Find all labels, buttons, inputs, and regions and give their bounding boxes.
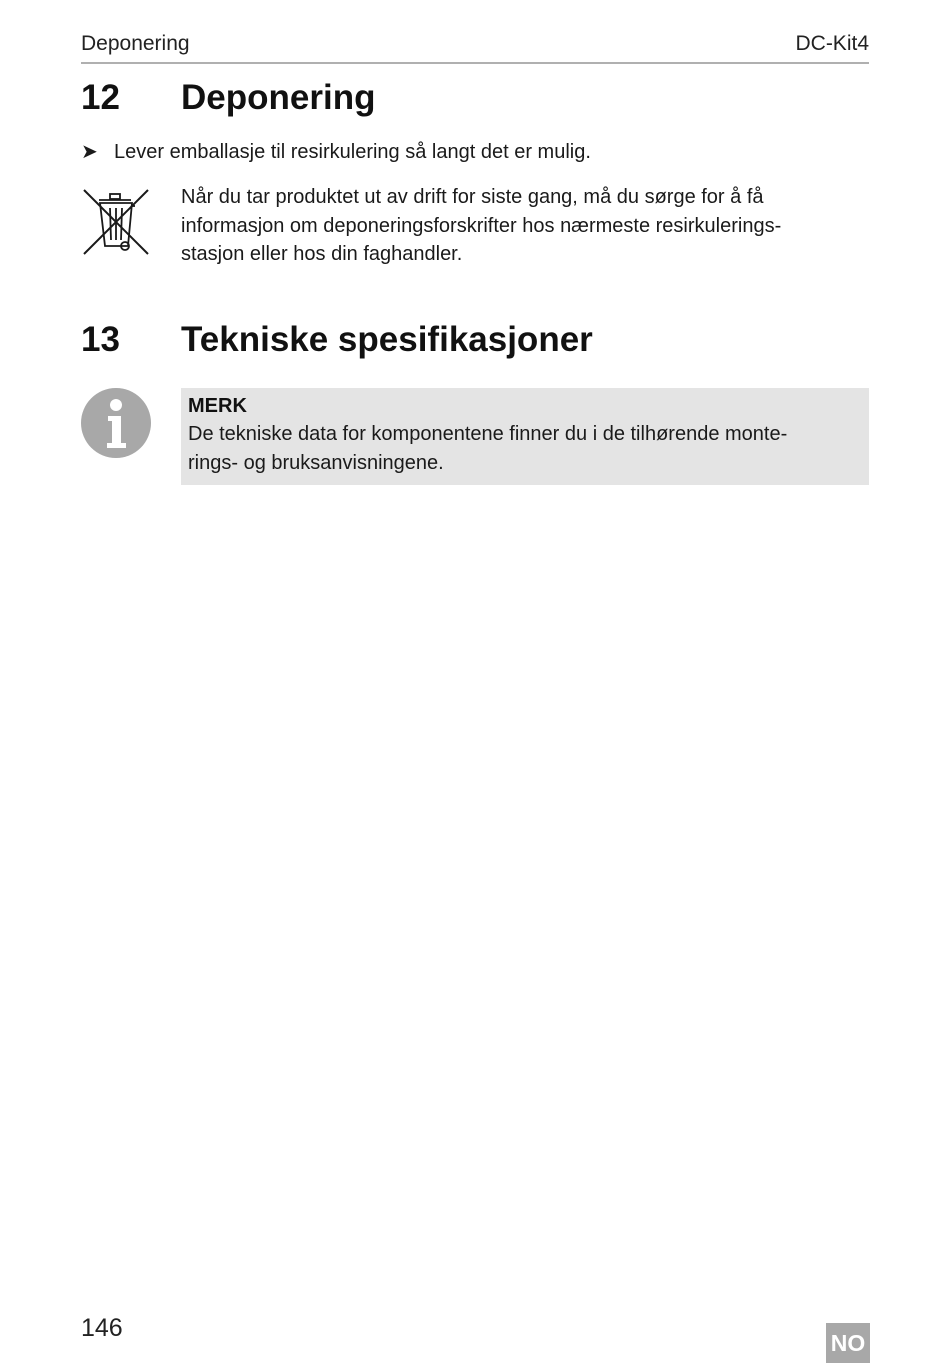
disposal-paragraph xyxy=(181,183,869,269)
page-number: 146 xyxy=(81,1314,123,1342)
note-line: De tekniske data for komponentene finner du i de tilhørende monte- xyxy=(188,423,788,445)
paragraph-line: stasjon eller hos din faghandler. xyxy=(181,243,463,265)
header-product-name: DC-Kit4 xyxy=(795,32,869,55)
paragraph-line: Når du tar produktet ut av drift for siste gang, må du sørge for å få xyxy=(181,186,764,208)
section-title: Tekniske spesifikasjoner xyxy=(181,320,593,359)
paragraph-line: informasjon om deponeringsforskrifter hos nærmeste resirkulerings- xyxy=(181,214,782,237)
note-box xyxy=(181,388,869,485)
section-number: 13 xyxy=(81,320,120,359)
section-13-heading xyxy=(81,320,869,364)
section-title: Deponering xyxy=(181,78,376,117)
note-body xyxy=(188,420,858,477)
info-icon xyxy=(80,387,152,459)
header-section-name: Deponering xyxy=(81,32,190,55)
arrow-bullet-icon: ➤ xyxy=(81,141,98,163)
language-badge: NO xyxy=(826,1323,870,1363)
note-line: rings- og bruksanvisningene. xyxy=(188,451,444,474)
bullet-text: Lever emballasje til resirkulering så langt det er mulig. xyxy=(114,141,591,163)
section-12-heading xyxy=(81,78,869,122)
section-number: 12 xyxy=(81,78,120,117)
note-title: MERK xyxy=(188,395,247,417)
page-header xyxy=(81,30,869,64)
crossed-out-wheelie-bin-icon xyxy=(80,186,152,258)
